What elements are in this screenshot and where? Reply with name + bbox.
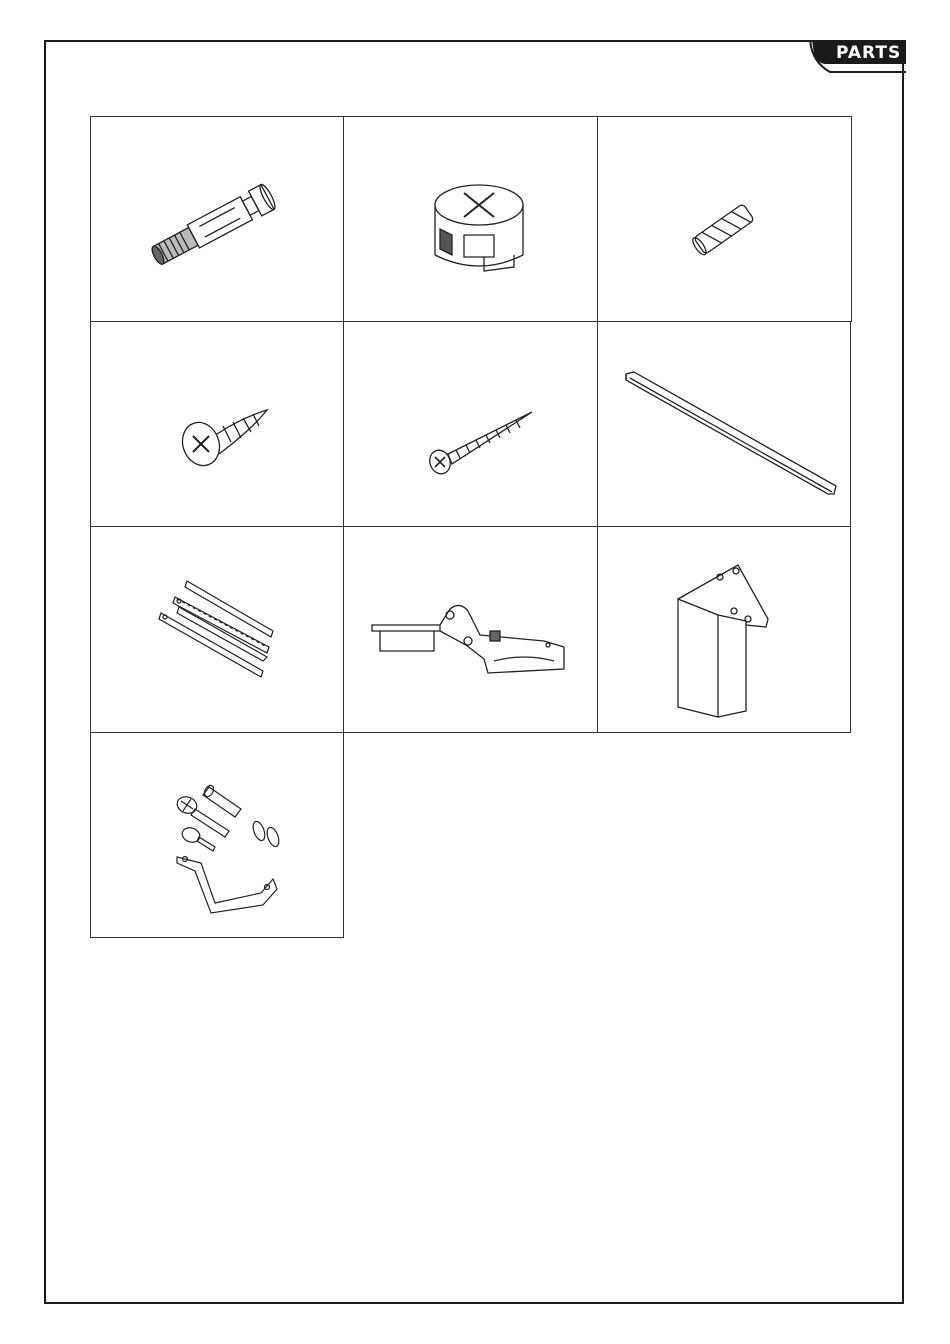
drawer-slide-icon xyxy=(91,527,345,734)
flat-bar-icon xyxy=(598,322,852,528)
parts-tab xyxy=(808,40,906,74)
long-screw-icon xyxy=(344,322,599,528)
part-cell-drawer-slide xyxy=(90,526,344,733)
part-cell-cabinet-hinge xyxy=(343,526,598,733)
part-cell-long-screw xyxy=(343,321,598,527)
cam-lock-icon xyxy=(344,117,599,323)
wall-anchor-kit-icon xyxy=(91,733,345,939)
part-cell-furniture-leg xyxy=(597,526,851,733)
wooden-dowel-icon xyxy=(598,117,853,323)
parts-tab-label: PARTS xyxy=(836,43,902,63)
part-cell-cam-lock xyxy=(343,116,598,322)
part-cell-short-screw xyxy=(90,321,344,527)
cam-bolt-icon xyxy=(91,117,345,323)
short-screw-icon xyxy=(91,322,345,528)
part-cell-wall-anchor-kit xyxy=(90,732,344,938)
cabinet-hinge-icon xyxy=(344,527,599,734)
furniture-leg-icon xyxy=(598,527,852,734)
part-cell-cam-bolt xyxy=(90,116,344,322)
part-cell-wooden-dowel xyxy=(597,116,852,322)
part-cell-flat-bar xyxy=(597,321,851,527)
